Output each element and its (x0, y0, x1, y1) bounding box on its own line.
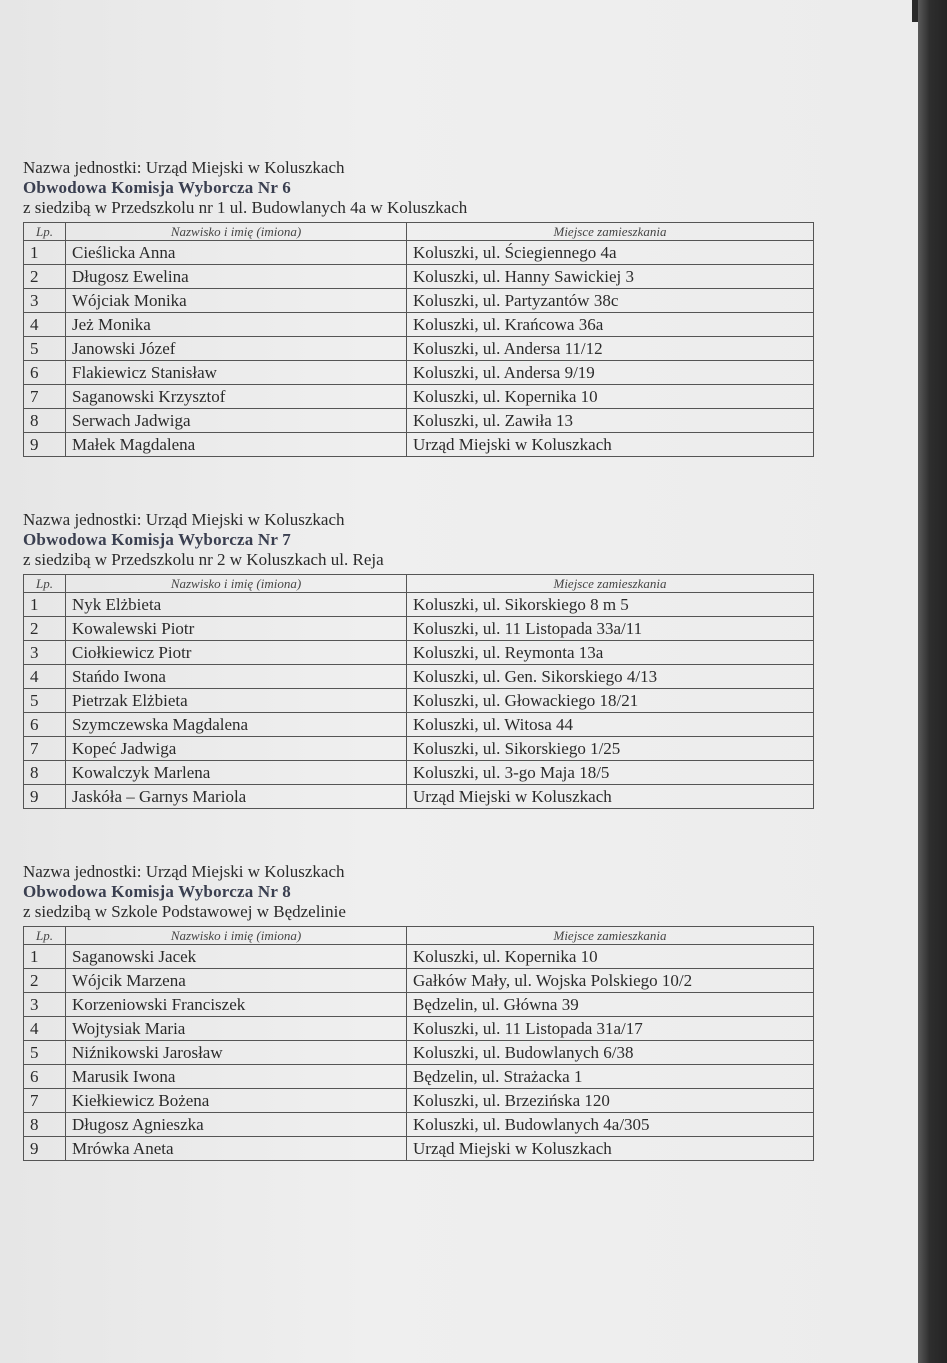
cell-address: Koluszki, ul. Głowackiego 18/21 (407, 689, 814, 713)
cell-address: Koluszki, ul. Ściegiennego 4a (407, 241, 814, 265)
cell-lp: 6 (24, 1065, 66, 1089)
cell-name: Szymczewska Magdalena (66, 713, 407, 737)
scan-edge-shadow (918, 0, 947, 1363)
table-row (24, 337, 814, 361)
committee-section-8 (23, 862, 813, 1161)
cell-address: Koluszki, ul. 11 Listopada 31a/17 (407, 1017, 814, 1041)
committee-seat: z siedzibą w Przedszkolu nr 1 ul. Budowlanych 4a w Koluszkach (23, 198, 468, 217)
unit-name: Nazwa jednostki: Urząd Miejski w Koluszkach (23, 510, 345, 529)
table-row (24, 385, 814, 409)
header-name: Nazwisko i imię (imiona) (66, 927, 407, 945)
cell-lp: 3 (24, 641, 66, 665)
cell-address: Koluszki, ul. Witosa 44 (407, 713, 814, 737)
members-table (23, 574, 814, 809)
table-header-row (24, 575, 814, 593)
table-row (24, 945, 814, 969)
table-row (24, 1089, 814, 1113)
table-row (24, 313, 814, 337)
cell-name: Nyk Elżbieta (66, 593, 407, 617)
table-row (24, 993, 814, 1017)
table-row (24, 265, 814, 289)
cell-address: Koluszki, ul. Sikorskiego 8 m 5 (407, 593, 814, 617)
table-row (24, 665, 814, 689)
cell-name: Saganowski Krzysztof (66, 385, 407, 409)
committee-seat: z siedzibą w Przedszkolu nr 2 w Koluszkach ul. Reja (23, 550, 384, 569)
cell-lp: 2 (24, 969, 66, 993)
cell-lp: 3 (24, 993, 66, 1017)
cell-lp: 8 (24, 761, 66, 785)
cell-address: Będzelin, ul. Główna 39 (407, 993, 814, 1017)
cell-lp: 2 (24, 265, 66, 289)
cell-address: Koluszki, ul. Kopernika 10 (407, 945, 814, 969)
table-row (24, 433, 814, 457)
committee-seat: z siedzibą w Szkole Podstawowej w Będzelinie (23, 902, 346, 921)
cell-address: Koluszki, ul. Brzezińska 120 (407, 1089, 814, 1113)
header-name: Nazwisko i imię (imiona) (66, 575, 407, 593)
header-lp: Lp. (24, 223, 66, 241)
cell-lp: 6 (24, 713, 66, 737)
committee-section-6 (23, 158, 813, 457)
cell-address: Urząd Miejski w Koluszkach (407, 433, 814, 457)
cell-name: Janowski Józef (66, 337, 407, 361)
cell-lp: 1 (24, 241, 66, 265)
cell-address: Urząd Miejski w Koluszkach (407, 1137, 814, 1161)
cell-address: Koluszki, ul. Sikorskiego 1/25 (407, 737, 814, 761)
members-table (23, 222, 814, 457)
cell-name: Długosz Ewelina (66, 265, 407, 289)
cell-address: Koluszki, ul. Gen. Sikorskiego 4/13 (407, 665, 814, 689)
cell-address: Koluszki, ul. Reymonta 13a (407, 641, 814, 665)
header-lp: Lp. (24, 927, 66, 945)
table-row (24, 761, 814, 785)
table-row (24, 1065, 814, 1089)
cell-name: Kowalewski Piotr (66, 617, 407, 641)
cell-lp: 9 (24, 1137, 66, 1161)
cell-lp: 7 (24, 737, 66, 761)
committee-title: Obwodowa Komisja Wyborcza Nr 6 (23, 178, 291, 197)
table-row (24, 713, 814, 737)
table-row (24, 1041, 814, 1065)
cell-lp: 5 (24, 1041, 66, 1065)
cell-name: Cieślicka Anna (66, 241, 407, 265)
cell-lp: 4 (24, 1017, 66, 1041)
cell-lp: 7 (24, 385, 66, 409)
cell-name: Wójcik Marzena (66, 969, 407, 993)
table-row (24, 689, 814, 713)
header-lp: Lp. (24, 575, 66, 593)
table-row (24, 409, 814, 433)
table-header-row (24, 223, 814, 241)
table-row (24, 617, 814, 641)
table-row (24, 641, 814, 665)
cell-lp: 6 (24, 361, 66, 385)
unit-name: Nazwa jednostki: Urząd Miejski w Koluszkach (23, 158, 345, 177)
committee-section-7 (23, 510, 813, 809)
header-name: Nazwisko i imię (imiona) (66, 223, 407, 241)
cell-address: Gałków Mały, ul. Wojska Polskiego 10/2 (407, 969, 814, 993)
cell-address: Koluszki, ul. Andersa 9/19 (407, 361, 814, 385)
cell-address: Koluszki, ul. Partyzantów 38c (407, 289, 814, 313)
cell-name: Korzeniowski Franciszek (66, 993, 407, 1017)
cell-address: Koluszki, ul. Budowlanych 4a/305 (407, 1113, 814, 1137)
header-address: Miejsce zamieszkania (407, 223, 814, 241)
cell-address: Koluszki, ul. Hanny Sawickiej 3 (407, 265, 814, 289)
table-row (24, 1137, 814, 1161)
cell-address: Koluszki, ul. Zawiła 13 (407, 409, 814, 433)
cell-lp: 8 (24, 409, 66, 433)
members-table (23, 926, 814, 1161)
cell-lp: 1 (24, 593, 66, 617)
table-row (24, 969, 814, 993)
header-address: Miejsce zamieszkania (407, 927, 814, 945)
cell-name: Flakiewicz Stanisław (66, 361, 407, 385)
cell-name: Jaskóła – Garnys Mariola (66, 785, 407, 809)
header-address: Miejsce zamieszkania (407, 575, 814, 593)
committee-title: Obwodowa Komisja Wyborcza Nr 8 (23, 882, 291, 901)
cell-name: Pietrzak Elżbieta (66, 689, 407, 713)
cell-name: Marusik Iwona (66, 1065, 407, 1089)
cell-lp: 4 (24, 665, 66, 689)
cell-address: Urząd Miejski w Koluszkach (407, 785, 814, 809)
cell-address: Koluszki, ul. 11 Listopada 33a/11 (407, 617, 814, 641)
cell-lp: 3 (24, 289, 66, 313)
cell-lp: 1 (24, 945, 66, 969)
cell-lp: 7 (24, 1089, 66, 1113)
cell-address: Koluszki, ul. Budowlanych 6/38 (407, 1041, 814, 1065)
cell-lp: 9 (24, 785, 66, 809)
cell-lp: 5 (24, 689, 66, 713)
table-row (24, 1017, 814, 1041)
cell-name: Stańdo Iwona (66, 665, 407, 689)
table-row (24, 785, 814, 809)
cell-name: Małek Magdalena (66, 433, 407, 457)
table-row (24, 737, 814, 761)
cell-name: Jeż Monika (66, 313, 407, 337)
cell-address: Koluszki, ul. Kopernika 10 (407, 385, 814, 409)
table-header-row (24, 927, 814, 945)
cell-name: Wójciak Monika (66, 289, 407, 313)
unit-name: Nazwa jednostki: Urząd Miejski w Koluszkach (23, 862, 345, 881)
cell-address: Koluszki, ul. Krańcowa 36a (407, 313, 814, 337)
cell-name: Wojtysiak Maria (66, 1017, 407, 1041)
cell-lp: 8 (24, 1113, 66, 1137)
table-row (24, 289, 814, 313)
cell-address: Koluszki, ul. Andersa 11/12 (407, 337, 814, 361)
cell-lp: 2 (24, 617, 66, 641)
cell-name: Ciołkiewicz Piotr (66, 641, 407, 665)
cell-address: Będzelin, ul. Strażacka 1 (407, 1065, 814, 1089)
table-row (24, 593, 814, 617)
table-row (24, 1113, 814, 1137)
cell-lp: 4 (24, 313, 66, 337)
cell-address: Koluszki, ul. 3-go Maja 18/5 (407, 761, 814, 785)
cell-name: Kopeć Jadwiga (66, 737, 407, 761)
cell-name: Serwach Jadwiga (66, 409, 407, 433)
table-row (24, 361, 814, 385)
cell-name: Niźnikowski Jarosław (66, 1041, 407, 1065)
cell-name: Długosz Agnieszka (66, 1113, 407, 1137)
committee-title: Obwodowa Komisja Wyborcza Nr 7 (23, 530, 291, 549)
cell-name: Mrówka Aneta (66, 1137, 407, 1161)
cell-name: Kowalczyk Marlena (66, 761, 407, 785)
table-row (24, 241, 814, 265)
cell-lp: 5 (24, 337, 66, 361)
cell-lp: 9 (24, 433, 66, 457)
cell-name: Saganowski Jacek (66, 945, 407, 969)
cell-name: Kiełkiewicz Bożena (66, 1089, 407, 1113)
